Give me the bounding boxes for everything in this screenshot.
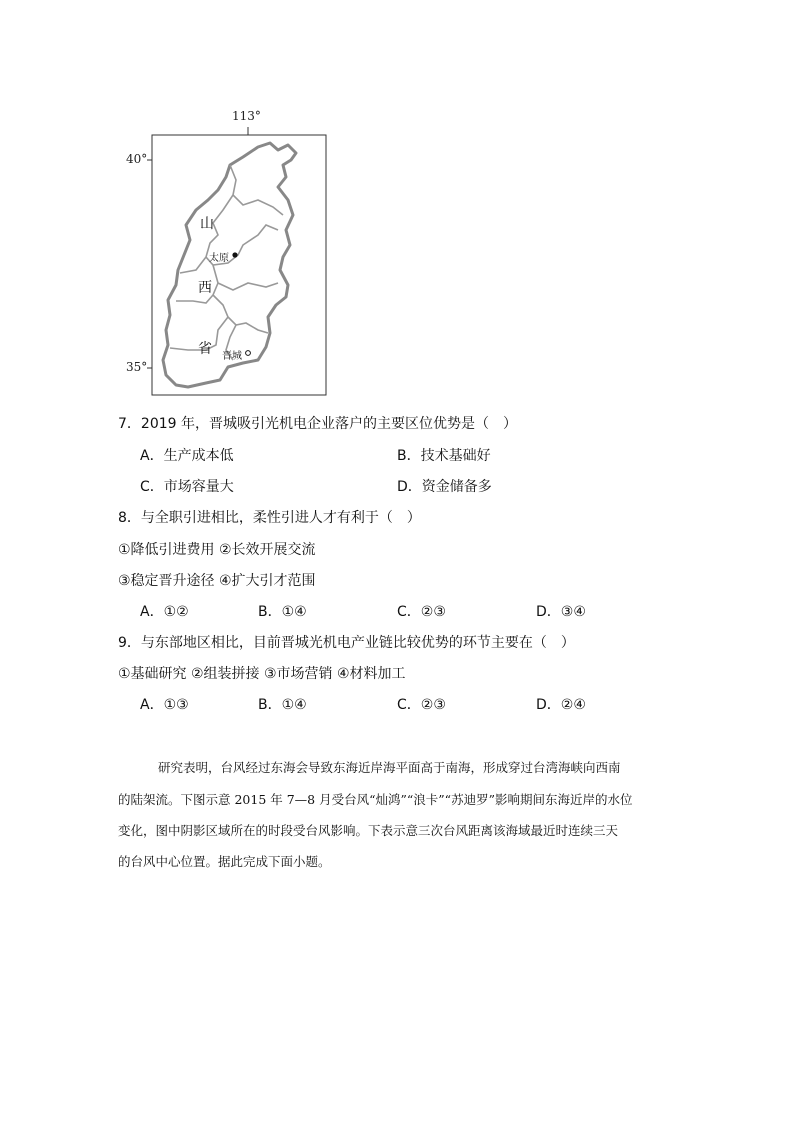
q7-option-d[interactable]: D．资金储备多 [397, 479, 492, 495]
jincheng-marker [246, 351, 251, 356]
q8-items-line1: ①降低引进费用 ②长效开展交流 [118, 542, 316, 558]
passage-line-3: 变化，图中阴影区域所在的时段受台风影响。下表示意三次台风距离该海域最近时连续三天 [118, 823, 619, 838]
q9-option-b[interactable]: B．①④ [258, 697, 307, 713]
passage-line-1: 研究表明，台风经过东海会导致东海近岸海平面高于南海，形成穿过台湾海峡向西南 [158, 760, 621, 775]
province-char-shan: 山 [200, 216, 214, 232]
q7-stem: 7．2019 年，晋城吸引光机电企业落户的主要区位优势是（ ） [118, 416, 517, 432]
passage-line-4: 的台风中心位置。据此完成下面小题。 [118, 854, 331, 869]
q9-option-c[interactable]: C．②③ [397, 697, 446, 713]
q9-stem: 9．与东部地区相比，目前晋城光机电产业链比较优势的环节主要在（ ） [118, 635, 575, 651]
shanxi-map-figure [118, 105, 333, 400]
q8-option-b[interactable]: B．①④ [258, 604, 307, 620]
q8-option-c[interactable]: C．②③ [397, 604, 446, 620]
q7-option-c[interactable]: C．市场容量大 [140, 479, 234, 495]
q8-stem: 8．与全职引进相比，柔性引进人才有利于（ ） [118, 510, 421, 526]
city-label-jincheng: 晋城 [222, 351, 242, 362]
latitude-35-label: 35° [126, 360, 148, 374]
q8-option-d[interactable]: D．③④ [536, 604, 586, 620]
passage-line-2: 的陆架流。下图示意 2015 年 7—8 月受台风“灿鸿”“浪卡”“苏迪罗”影响期间东海近岸的水位 [118, 792, 633, 807]
taiyuan-marker [232, 252, 237, 257]
province-char-sheng: 省 [198, 341, 212, 357]
q9-items-line1: ①基础研究 ②组装拼接 ③市场营销 ④材料加工 [118, 666, 406, 682]
q8-items-line2: ③稳定晋升途径 ④扩大引才范围 [118, 573, 316, 589]
city-label-taiyuan: 太原 [209, 253, 229, 264]
longitude-label: 113° [232, 109, 261, 123]
q9-option-d[interactable]: D．②④ [536, 697, 586, 713]
q7-option-b[interactable]: B．技术基础好 [397, 448, 491, 464]
province-char-xi: 西 [198, 280, 212, 296]
q8-option-a[interactable]: A．①② [140, 604, 189, 620]
q9-option-a[interactable]: A．①③ [140, 697, 189, 713]
q7-option-a[interactable]: A．生产成本低 [140, 448, 234, 464]
latitude-40-label: 40° [126, 152, 148, 166]
